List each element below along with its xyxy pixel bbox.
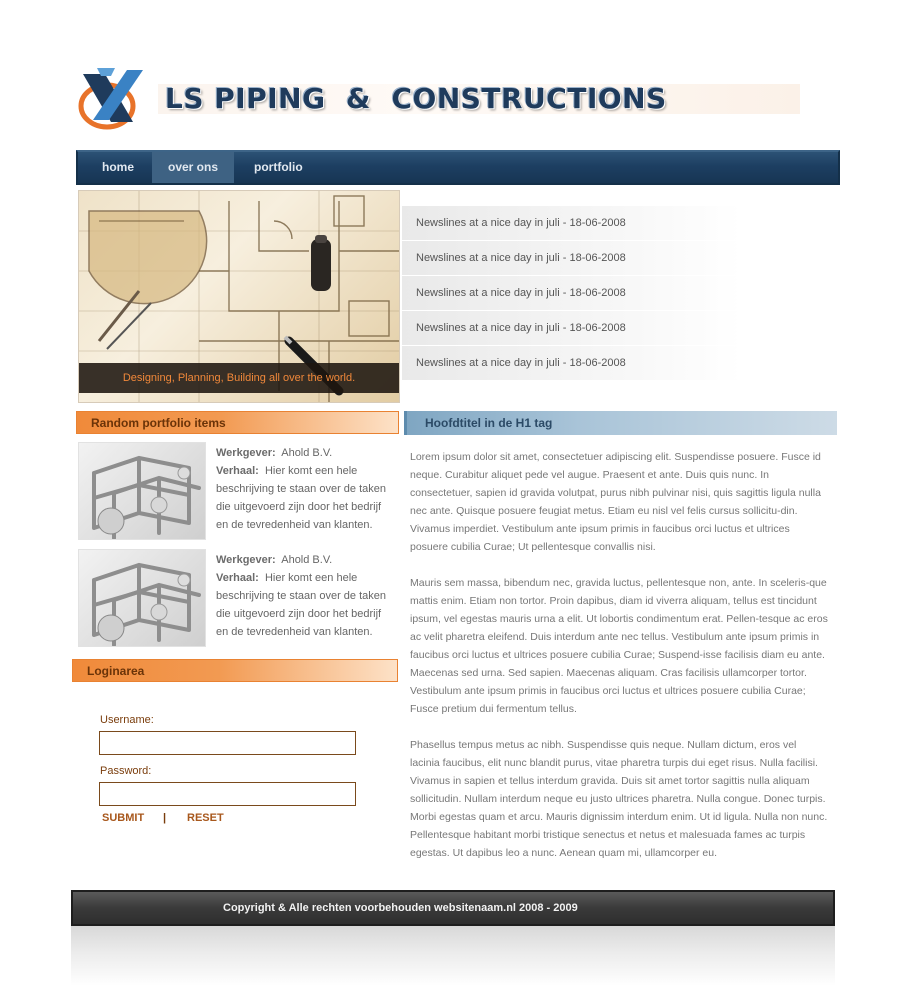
news-item[interactable]: Newslines at a nice day in juli - 18-06-2008	[402, 346, 742, 381]
username-input[interactable]	[99, 731, 356, 755]
news-item[interactable]: Newslines at a nice day in juli - 18-06-2008	[402, 276, 742, 311]
footer-reflection	[71, 926, 835, 986]
logo-icon[interactable]	[77, 66, 145, 130]
username-label: Username:	[100, 714, 154, 726]
footer-copyright: Copyright & Alle rechten voorbehouden websitenaam.nl 2008 - 2009	[223, 902, 578, 914]
employer-label: Werkgever:	[216, 554, 276, 566]
news-item[interactable]: Newslines at a nice day in juli - 18-06-2008	[402, 206, 742, 241]
logo-text[interactable]: LS PIPING & CONSTRUCTIONS	[165, 82, 667, 115]
password-input[interactable]	[99, 782, 356, 806]
button-separator: |	[163, 812, 167, 824]
main-content	[410, 448, 828, 880]
nav-item-home[interactable]: home	[102, 160, 135, 174]
story-value: Hier komt een hele beschrijving te staan over de taken die uitgevoerd zijn door het bedrijf en de tevredenheid van klanten.	[216, 572, 386, 638]
content-paragraph: Phasellus tempus metus ac nibh. Suspendisse quis neque. Nullam dictum, eros vel lacinia faucibus, elit nunc blandit purus, vitae pharetra turpis dui eget risus. Nulla facilisi. Vivamus in sapien et tellus interdum gravida. Duis sit amet tortor sagittis nulla aliquam sollicitudin. Nullam interdum neque eu justo ultrices pharetra. Nulla congue. Donec turpis. Morbi egestas quam et arcu. Mauris dignissim interdum enim. Ut id ligula. Nulla non nunc. Pellentesque habitant morbi tristique senectus et netus et malesuada fames ac turpis egestas. Ut dapibus leo a nunc. Aenean quam mi, ullamcorper eu.	[410, 739, 828, 859]
hero-image	[78, 190, 400, 403]
story-label: Verhaal:	[216, 572, 259, 584]
hero-caption: Designing, Planning, Building all over the world.	[79, 363, 399, 393]
login-heading: Loginarea	[72, 659, 398, 682]
molecule-thumbnail-icon[interactable]	[78, 549, 206, 647]
employer-value: Ahold B.V.	[281, 554, 333, 566]
content-paragraph: Lorem ipsum dolor sit amet, consectetuer adipiscing elit. Suspendisse posuere. Fusce id neque. Curabitur aliquet pede vel augue. Praesent et ante. Duis quis nunc. In consectetuer, sapien id gravida volutpat, purus nibh pulvinar nisi, quis sagittis ligula nulla nec ante. Quisque posuere feugiat metus. Etiam eu nisl vel felis cursus sollicitu-din. Vivamus imperdiet. Vestibulum ante ipsum primis in faucibus orci luctus et ultrices posuere cubilia Curae; Ut pellentesque convallis nisi.	[410, 451, 821, 553]
portfolio-heading: Random portfolio items	[76, 411, 399, 434]
story-label: Verhaal:	[216, 465, 259, 477]
password-label: Password:	[100, 765, 152, 777]
submit-button[interactable]: SUBMIT	[102, 812, 145, 824]
news-list	[402, 206, 742, 381]
portfolio-item-text	[216, 551, 391, 641]
reset-button[interactable]: RESET	[187, 812, 224, 824]
main-heading: Hoofdtitel in de H1 tag	[404, 411, 837, 435]
nav-item-portfolio[interactable]: portfolio	[254, 160, 303, 174]
news-item[interactable]: Newslines at a nice day in juli - 18-06-2008	[402, 311, 742, 346]
employer-label: Werkgever:	[216, 447, 276, 459]
portfolio-item[interactable]	[76, 442, 396, 542]
portfolio-item-text	[216, 444, 391, 534]
molecule-thumbnail-icon[interactable]	[78, 442, 206, 540]
content-paragraph: Mauris sem massa, bibendum nec, gravida luctus, pellentesque non, ante. In sceleris-que mattis enim. Etiam non tortor. Proin dapibus, diam id viverra aliquam, tellus est tincidunt ipsum, vel egestas mauris urna a elit. Ut lobortis condimentum erat. Pellen-tesque ac eros ac velit pharetra eleifend. Duis interdum ante nec tellus. Vestibulum ante ipsum primis in faucibus orci luctus et ultrices posuere cubilia Curae; Suspend-isse facilisis diam eu ante. Maecenas sed urna. Sed sapien. Maecenas aliquam. Cras facilisis ullamcorper tortor. Vestibulum ante ipsum primis in faucibus orci luctus et ultrices posuere cubilia Curae; Fusce pretium dui fermentum tellus.	[410, 577, 828, 715]
news-item[interactable]: Newslines at a nice day in juli - 18-06-2008	[402, 241, 742, 276]
main-nav	[76, 150, 840, 185]
portfolio-item[interactable]	[76, 549, 396, 649]
story-value: Hier komt een hele beschrijving te staan over de taken die uitgevoerd zijn door het bedrijf en de tevredenheid van klanten.	[216, 465, 386, 531]
nav-item-over-ons[interactable]: over ons	[152, 152, 234, 183]
footer	[71, 890, 835, 926]
employer-value: Ahold B.V.	[281, 447, 333, 459]
